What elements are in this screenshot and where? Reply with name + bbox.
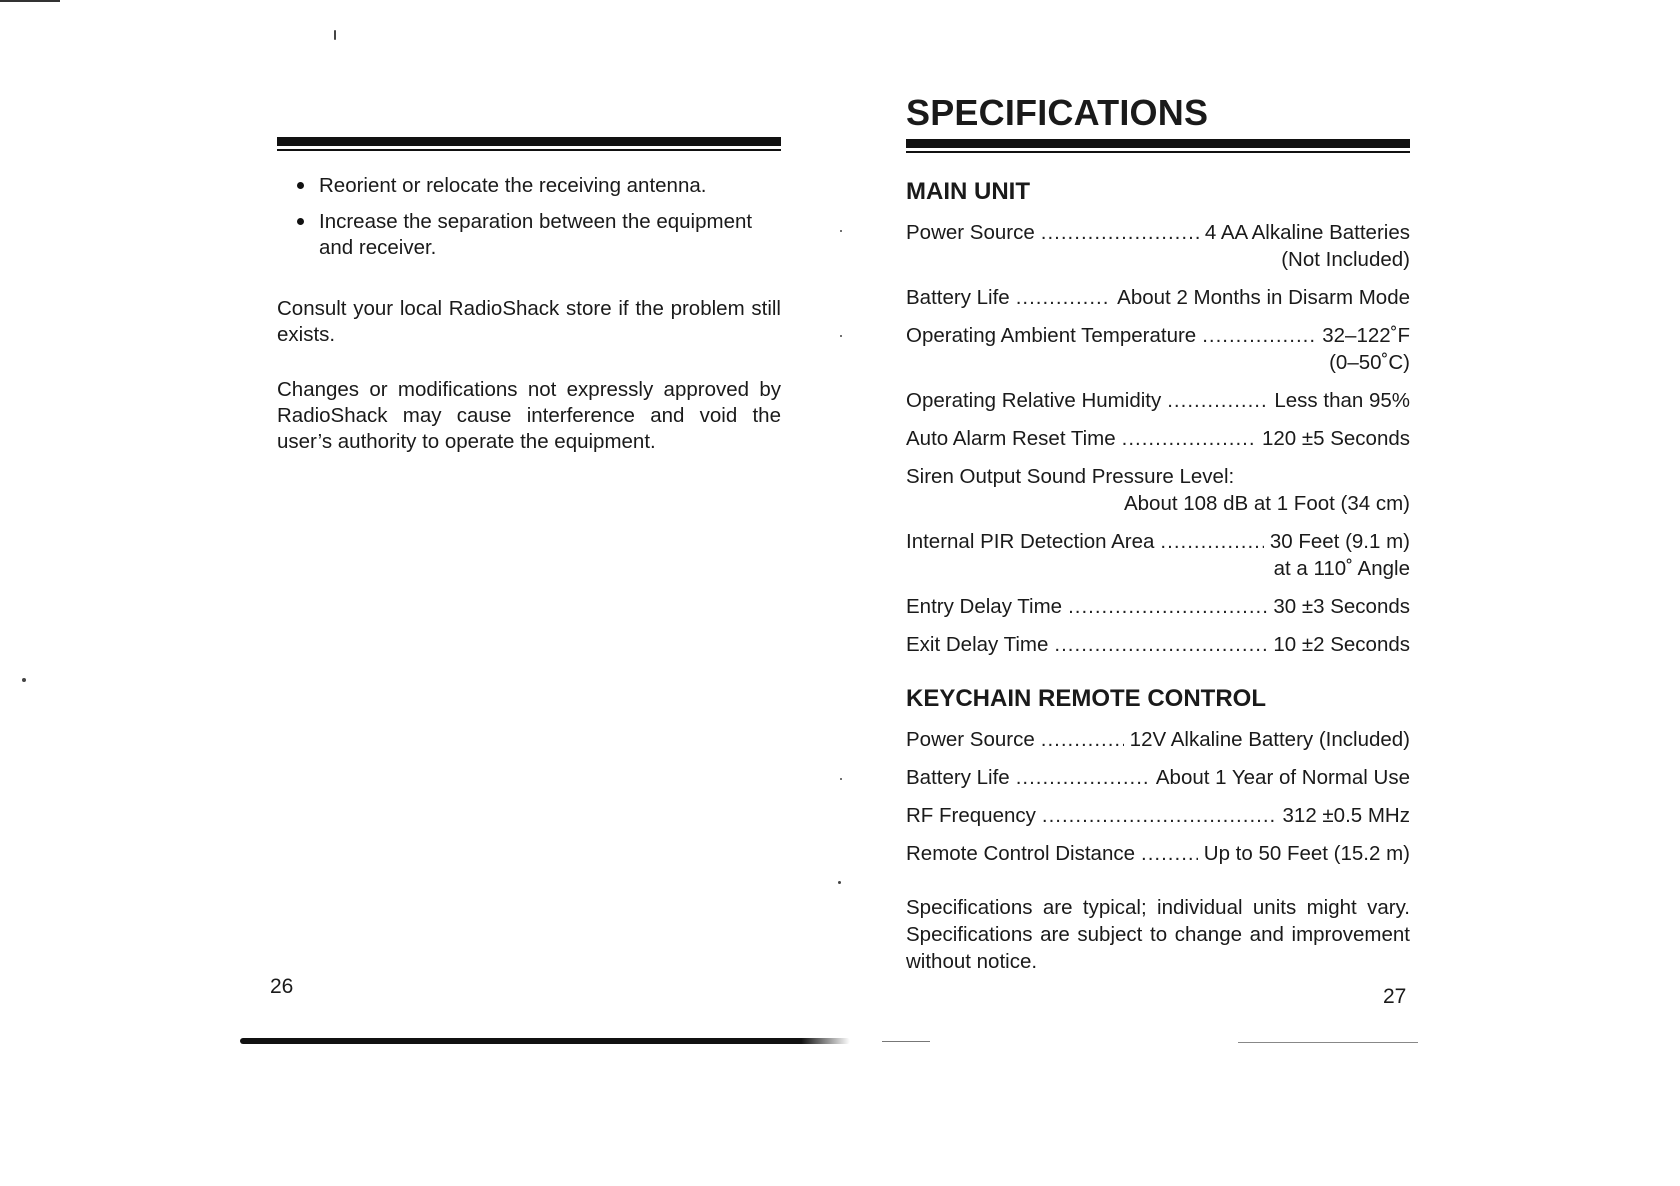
spec-value: 30 Feet (9.1 m) bbox=[1269, 530, 1410, 553]
scan-speck bbox=[840, 778, 842, 780]
spec-value: 10 ±2 Seconds bbox=[1273, 633, 1410, 656]
spec-value-continued: at a 110˚ Angle bbox=[1273, 557, 1410, 580]
spec-row-remote-battery-life bbox=[906, 764, 1410, 791]
spec-row-siren-output bbox=[906, 463, 1410, 517]
spec-label: Operating Relative Humidity bbox=[906, 389, 1162, 412]
dot-leader bbox=[1016, 284, 1111, 311]
bullet-item bbox=[297, 209, 783, 261]
spec-row-pir-detection-area bbox=[906, 528, 1410, 582]
spec-label: Power Source bbox=[906, 221, 1035, 244]
spec-value: Less than 95% bbox=[1274, 389, 1410, 412]
dot-leader bbox=[1068, 593, 1267, 620]
page-number-left: 26 bbox=[270, 975, 294, 998]
main-unit-spec-list bbox=[906, 219, 1410, 669]
spec-value: 32–122˚F bbox=[1322, 324, 1410, 347]
spec-label: RF Frequency bbox=[906, 804, 1036, 827]
spec-value-continued: (0–50˚C) bbox=[1329, 351, 1410, 374]
spec-label: Auto Alarm Reset Time bbox=[906, 427, 1116, 450]
spec-value-continued: (Not Included) bbox=[1281, 248, 1410, 271]
scan-speck bbox=[334, 30, 336, 40]
dot-leader bbox=[1016, 764, 1150, 791]
spec-value: 120 ±5 Seconds bbox=[1261, 427, 1410, 450]
spec-row-battery-life bbox=[906, 284, 1410, 311]
dot-leader bbox=[1041, 726, 1124, 753]
spec-value: 30 ±3 Seconds bbox=[1273, 595, 1410, 618]
dot-leader bbox=[1160, 528, 1263, 555]
dot-leader bbox=[1054, 631, 1267, 658]
spec-row-power-source bbox=[906, 219, 1410, 273]
left-header-rule bbox=[277, 137, 781, 151]
right-header-rule bbox=[906, 139, 1410, 153]
spec-row-remote-distance bbox=[906, 840, 1410, 867]
rule-thin bbox=[277, 149, 781, 151]
dot-leader bbox=[1202, 322, 1316, 349]
rule-thick bbox=[906, 139, 1410, 148]
spec-row-exit-delay bbox=[906, 631, 1410, 658]
keychain-remote-heading: KEYCHAIN REMOTE CONTROL bbox=[906, 685, 1266, 712]
spec-label: Siren Output Sound Pressure Level: bbox=[906, 465, 1235, 488]
scan-speck bbox=[838, 881, 841, 884]
bullet-text: Reorient or relocate the receiving antenna. bbox=[319, 174, 707, 197]
spec-value: 4 AA Alkaline Batteries bbox=[1204, 221, 1410, 244]
page-title: SPECIFICATIONS bbox=[906, 92, 1209, 133]
spec-row-auto-alarm-reset bbox=[906, 425, 1410, 452]
scan-speck bbox=[22, 678, 26, 682]
page-number-right: 27 bbox=[1383, 985, 1407, 1008]
spec-label: Operating Ambient Temperature bbox=[906, 324, 1197, 347]
scan-speck bbox=[840, 335, 842, 337]
spec-row-entry-delay bbox=[906, 593, 1410, 620]
specifications-note: Specifications are typical; individual units might vary. Specifications are subject to change and improvement without notice. bbox=[906, 896, 1410, 973]
spec-label: Remote Control Distance bbox=[906, 842, 1136, 865]
spec-label: Power Source bbox=[906, 728, 1035, 751]
dot-leader bbox=[1141, 840, 1198, 867]
rule-thick bbox=[277, 137, 781, 146]
bullet-text: Increase the separation between the equipment and receiver. bbox=[319, 210, 753, 259]
spec-value: 12V Alkaline Battery (Included) bbox=[1129, 728, 1410, 751]
dot-leader bbox=[1167, 387, 1268, 414]
dot-leader bbox=[1122, 425, 1256, 452]
spec-label: Internal PIR Detection Area bbox=[906, 530, 1155, 553]
bottom-rule-fragment bbox=[1238, 1042, 1418, 1043]
dot-leader bbox=[1041, 219, 1199, 246]
bullet-list bbox=[297, 173, 783, 271]
bullet-icon bbox=[297, 182, 304, 189]
spec-row-ambient-temperature bbox=[906, 322, 1410, 376]
spec-row-remote-power-source bbox=[906, 726, 1410, 753]
rule-thin bbox=[906, 151, 1410, 153]
spec-value: About 1 Year of Normal Use bbox=[1155, 766, 1410, 789]
main-unit-heading: MAIN UNIT bbox=[906, 178, 1030, 205]
spec-label: Exit Delay Time bbox=[906, 633, 1049, 656]
bullet-item bbox=[297, 173, 783, 199]
scan-edge-mark bbox=[0, 0, 60, 2]
scan-speck bbox=[840, 230, 842, 232]
bottom-rule-fragment bbox=[882, 1041, 930, 1042]
changes-paragraph: Changes or modifications not expressly approved by RadioShack may cause interference and void the user’s authority to operate the equipment. bbox=[277, 378, 781, 453]
keychain-remote-spec-list bbox=[906, 726, 1410, 878]
spec-row-rf-frequency bbox=[906, 802, 1410, 829]
spec-value: About 2 Months in Disarm Mode bbox=[1117, 286, 1410, 309]
spec-value: 312 ±0.5 MHz bbox=[1282, 804, 1410, 827]
spec-label: Entry Delay Time bbox=[906, 595, 1063, 618]
bullet-icon bbox=[297, 218, 304, 225]
dot-leader bbox=[1042, 802, 1277, 829]
spec-row-relative-humidity bbox=[906, 387, 1410, 414]
spec-label: Battery Life bbox=[906, 766, 1010, 789]
bottom-rule bbox=[240, 1038, 850, 1044]
spec-label: Battery Life bbox=[906, 286, 1010, 309]
consult-paragraph: Consult your local RadioShack store if the problem still exists. bbox=[277, 297, 781, 346]
spec-value-continued: About 108 dB at 1 Foot (34 cm) bbox=[1123, 492, 1410, 515]
spec-value: Up to 50 Feet (15.2 m) bbox=[1203, 842, 1410, 865]
